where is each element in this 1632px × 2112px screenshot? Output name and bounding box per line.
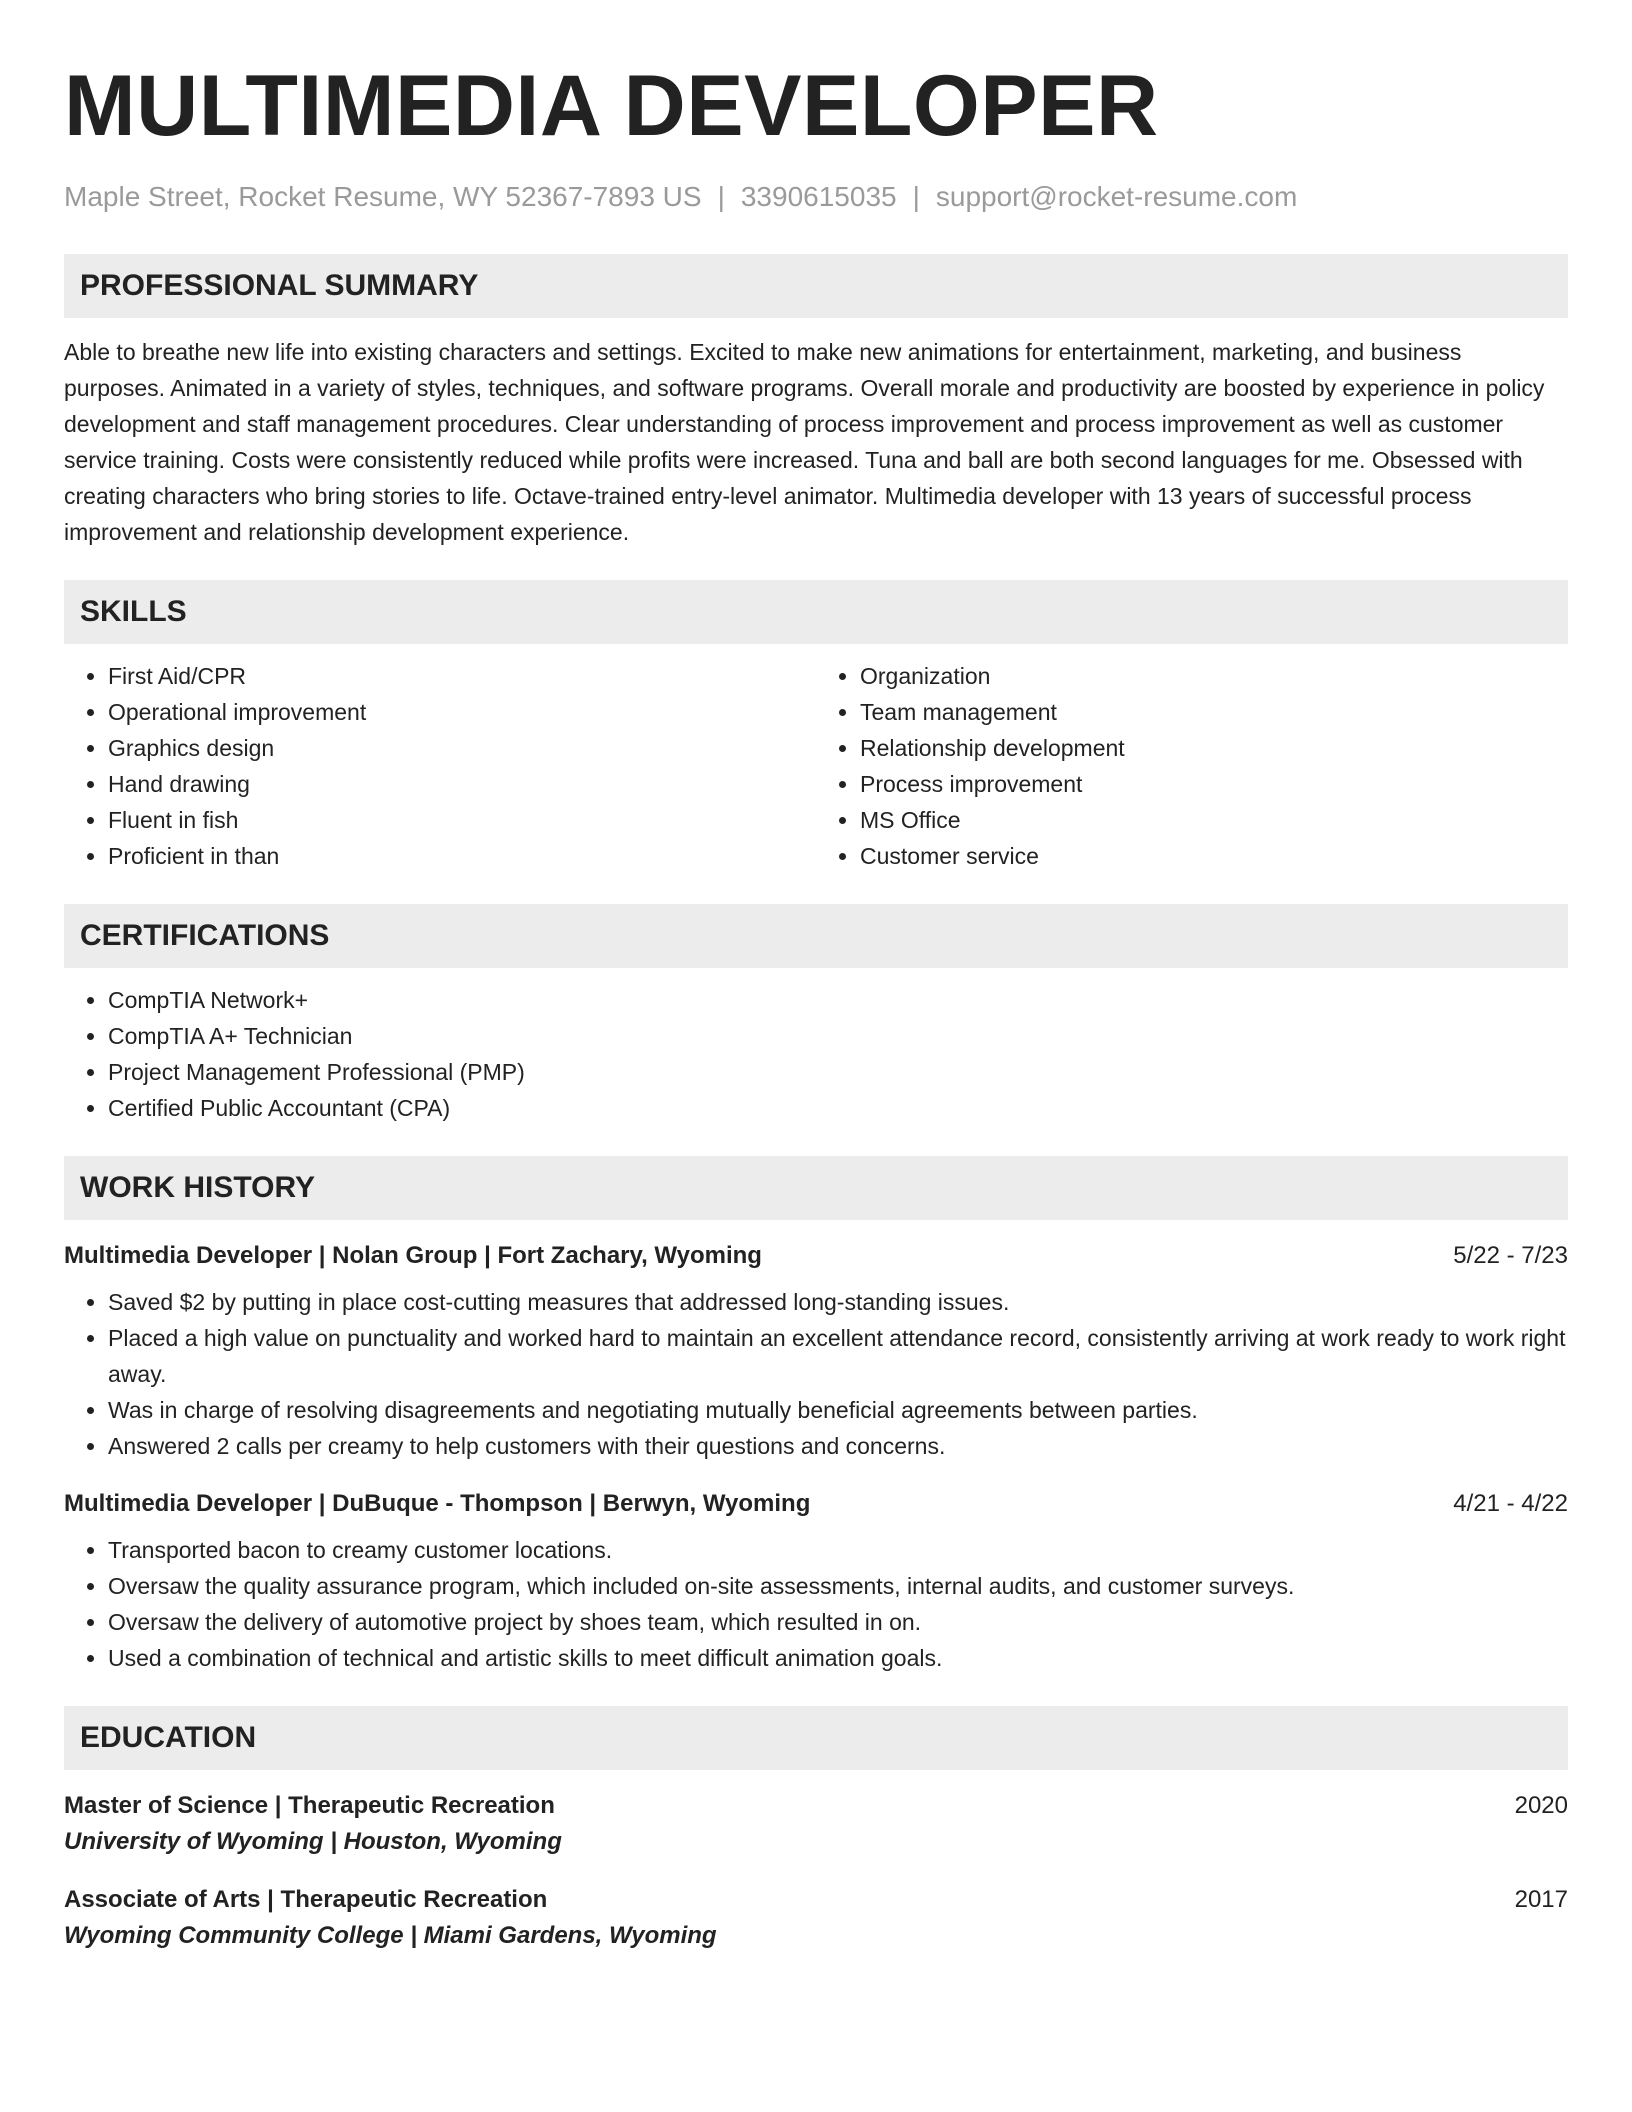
- skill-item: • Proficient in than: [108, 838, 816, 874]
- skills-columns: [64, 644, 1568, 874]
- education-school: University of Wyoming | Houston, Wyoming: [64, 1828, 562, 1855]
- skill-item: • Hand drawing: [108, 766, 816, 802]
- section-heading-education: EDUCATION: [64, 1706, 1568, 1770]
- skill-item: • Team management: [860, 694, 1568, 730]
- certification-item: • Certified Public Accountant (CPA): [108, 1090, 1568, 1126]
- contact-address: Maple Street, Rocket Resume, WY 52367-7893 US: [64, 181, 702, 212]
- education-year: 2020: [1514, 1792, 1568, 1819]
- contact-separator: |: [912, 181, 920, 212]
- contact-email[interactable]: support@rocket-resume.com: [935, 181, 1298, 212]
- certification-item: • CompTIA Network+: [108, 982, 1568, 1018]
- contact-separator: |: [717, 181, 725, 212]
- contact-phone: 3390615035: [740, 181, 897, 212]
- job-title: Multimedia Developer | Nolan Group | Fort Zachary, Wyoming: [64, 1242, 762, 1269]
- job-bullet: • Was in charge of resolving disagreements and negotiating mutually beneficial agreements between parties.: [108, 1392, 1568, 1428]
- job-header: [64, 1238, 1568, 1274]
- education-entry: [64, 1882, 1568, 1954]
- job-entry: [64, 1486, 1568, 1676]
- job-entry: [64, 1238, 1568, 1464]
- job-title: Multimedia Developer | DuBuque - Thompson | Berwyn, Wyoming: [64, 1490, 811, 1517]
- skill-item: • Fluent in fish: [108, 802, 816, 838]
- education-header: [64, 1882, 1568, 1918]
- skill-item: • Graphics design: [108, 730, 816, 766]
- section-heading-certifications: CERTIFICATIONS: [64, 904, 1568, 968]
- job-bullet: • Oversaw the quality assurance program, which included on-site assessments, internal audits, and customer surveys.: [108, 1568, 1568, 1604]
- job-bullet: • Transported bacon to creamy customer locations.: [108, 1532, 1568, 1568]
- skill-item: • Organization: [860, 658, 1568, 694]
- job-bullet: • Answered 2 calls per creamy to help customers with their questions and concerns.: [108, 1428, 1568, 1464]
- contact-line: [64, 180, 1568, 214]
- education-school: Wyoming Community College | Miami Gardens, Wyoming: [64, 1922, 717, 1949]
- job-bullets: [64, 1284, 1568, 1464]
- skill-item: • MS Office: [860, 802, 1568, 838]
- skills-list-left: [64, 658, 816, 874]
- section-heading-summary: PROFESSIONAL SUMMARY: [64, 254, 1568, 318]
- skill-item: • Customer service: [860, 838, 1568, 874]
- certifications-list: [64, 982, 1568, 1126]
- section-heading-work: WORK HISTORY: [64, 1156, 1568, 1220]
- job-bullets: [64, 1532, 1568, 1676]
- section-heading-skills: SKILLS: [64, 580, 1568, 644]
- summary-text: Able to breathe new life into existing characters and settings. Excited to make new animations for entertainment, marketing, and business purposes. Animated in a variety of styles, techniques, and software programs. Overall morale and productivity are boosted by experience in policy development and staff management procedures. Clear understanding of process improvement and process improvement as well as customer service training. Costs were consistently reduced while profits were increased. Tuna and ball are both second languages for me. Obsessed with creating characters who bring stories to life. Octave-trained entry-level animator. Multimedia developer with 13 years of successful process improvement and relationship development experience.: [64, 339, 1545, 545]
- job-bullet: • Oversaw the delivery of automotive project by shoes team, which resulted in on.: [108, 1604, 1568, 1640]
- education-entry: [64, 1788, 1568, 1860]
- skills-list-right: [816, 658, 1568, 874]
- job-bullet: • Saved $2 by putting in place cost-cutting measures that addressed long-standing issues.: [108, 1284, 1568, 1320]
- job-header: [64, 1486, 1568, 1522]
- job-bullet: • Placed a high value on punctuality and worked hard to maintain an excellent attendance record, consistently arriving at work ready to work right away.: [108, 1320, 1568, 1392]
- skill-item: • Process improvement: [860, 766, 1568, 802]
- skill-item: • Operational improvement: [108, 694, 816, 730]
- resume-name: MULTIMEDIA DEVELOPER: [64, 58, 1159, 154]
- certification-item: • CompTIA A+ Technician: [108, 1018, 1568, 1054]
- job-dates: 4/21 - 4/22: [1453, 1490, 1568, 1517]
- education-header: [64, 1788, 1568, 1824]
- skill-item: • First Aid/CPR: [108, 658, 816, 694]
- job-bullet: • Used a combination of technical and artistic skills to meet difficult animation goals.: [108, 1640, 1568, 1676]
- education-degree: Master of Science | Therapeutic Recreation: [64, 1792, 555, 1819]
- education-degree: Associate of Arts | Therapeutic Recreation: [64, 1886, 548, 1913]
- certification-item: • Project Management Professional (PMP): [108, 1054, 1568, 1090]
- education-year: 2017: [1514, 1886, 1568, 1913]
- job-dates: 5/22 - 7/23: [1453, 1242, 1568, 1269]
- skill-item: • Relationship development: [860, 730, 1568, 766]
